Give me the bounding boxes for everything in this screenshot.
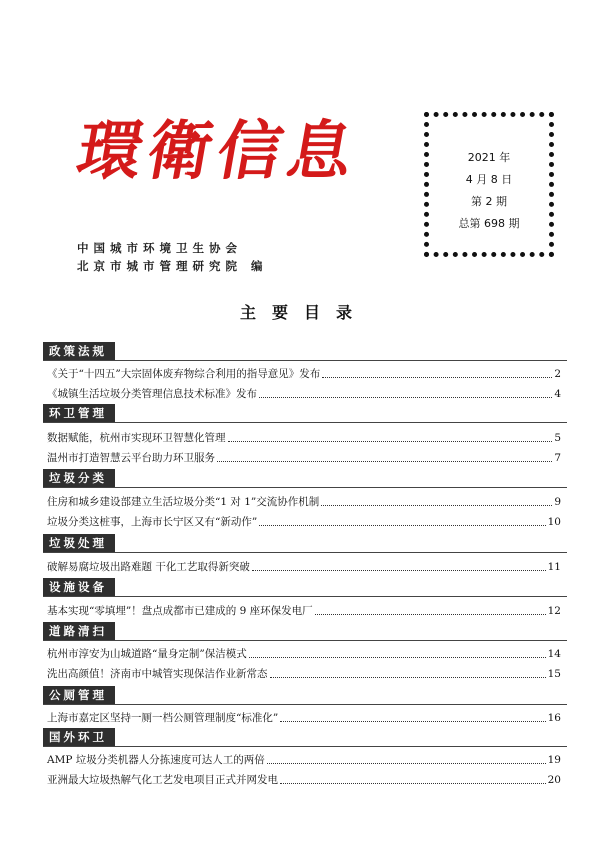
section-rule xyxy=(43,360,567,361)
publisher-line-2: 北京市城市管理研究院 编 xyxy=(77,259,268,273)
section-rule xyxy=(43,487,567,488)
toc-entry-page: 19 xyxy=(547,754,561,766)
toc-entry-title: 基本实现“零填埋”！盘点成都市已建成的 9 座环保发电厂 xyxy=(47,605,313,617)
dot-leader xyxy=(322,377,552,378)
toc-entry[interactable] xyxy=(47,494,561,510)
toc-entry[interactable] xyxy=(47,559,561,575)
toc-entry-title: 垃圾分类这桩事，上海市长宁区又有“新动作” xyxy=(47,516,258,528)
toc-entry-page: 16 xyxy=(547,712,561,724)
dot-leader xyxy=(270,677,546,678)
toc-entry[interactable] xyxy=(47,386,561,402)
toc-entry-title: 洗出高颜值！济南市中城管实现保洁作业新常态 xyxy=(47,668,268,680)
dot-leader xyxy=(217,461,552,462)
toc-entry-page: 14 xyxy=(547,648,561,660)
dot-leader xyxy=(280,783,546,784)
section-rule xyxy=(43,552,567,553)
toc-entry-title: 上海市嘉定区坚持一厕一档公厕管理制度“标准化” xyxy=(47,712,279,724)
section-header-sanitation-management: 环卫管理 xyxy=(43,404,115,423)
toc-entry[interactable] xyxy=(47,666,561,682)
dot-leader xyxy=(228,441,553,442)
section-header-road-cleaning: 道路清扫 xyxy=(43,622,115,641)
toc-entry[interactable] xyxy=(47,752,561,768)
dot-leader xyxy=(280,721,545,722)
toc-entry-page: 12 xyxy=(547,605,561,617)
toc-entry-page: 4 xyxy=(554,388,561,400)
masthead-title: 環衛信息 xyxy=(71,115,365,189)
dot-leader xyxy=(249,657,546,658)
section-rule xyxy=(43,596,567,597)
section-header-policy: 政策法规 xyxy=(43,342,115,361)
toc-entry-page: 11 xyxy=(547,561,561,573)
issue-date: 4 月 8 日 xyxy=(465,173,513,186)
toc-entry-page: 20 xyxy=(547,774,561,786)
toc-entry-page: 2 xyxy=(554,368,561,380)
dot-leader xyxy=(321,505,552,506)
dot-leader xyxy=(267,763,546,764)
issue-total-number: 总第 698 期 xyxy=(458,217,520,230)
toc-entry-title: 数据赋能，杭州市实现环卫智慧化管理 xyxy=(47,432,226,444)
toc-entry-page: 5 xyxy=(554,432,561,444)
toc-entry-title: 住房和城乡建设部建立生活垃圾分类“1 对 1”交流协作机制 xyxy=(47,496,320,508)
masthead xyxy=(71,112,398,192)
issue-number: 第 2 期 xyxy=(471,195,507,208)
section-rule xyxy=(43,422,567,423)
section-header-foreign-sanitation: 国外环卫 xyxy=(43,728,115,747)
toc-entry-page: 10 xyxy=(547,516,561,528)
toc-entry-page: 7 xyxy=(554,452,561,464)
section-header-public-toilets: 公厕管理 xyxy=(43,686,115,705)
issue-year: 2021 年 xyxy=(467,151,511,164)
toc-entry-title: 杭州市淳安为山城道路“量身定制”保洁模式 xyxy=(47,648,247,660)
toc-entry-title: 破解易腐垃圾出路难题 干化工艺取得新突破 xyxy=(47,561,250,573)
publisher-line-1: 中国城市环境卫生协会 xyxy=(77,241,242,255)
toc-entry[interactable] xyxy=(47,710,561,726)
toc-entry[interactable] xyxy=(47,646,561,662)
dot-leader xyxy=(252,570,546,571)
dot-leader xyxy=(259,525,545,526)
toc-entry-title: 《关于“十四五”大宗固体废弃物综合利用的指导意见》发布 xyxy=(47,368,321,380)
dot-leader xyxy=(259,397,552,398)
section-header-waste-treatment: 垃圾处理 xyxy=(43,534,115,553)
toc-entry[interactable] xyxy=(47,430,561,446)
toc-entry[interactable] xyxy=(47,772,561,788)
toc-entry[interactable] xyxy=(47,514,561,530)
toc-entry-page: 9 xyxy=(554,496,561,508)
section-rule xyxy=(43,746,567,747)
section-rule xyxy=(43,640,567,641)
toc-title: 主要目录 xyxy=(239,303,368,322)
issue-info-box xyxy=(424,112,554,257)
section-header-waste-sorting: 垃圾分类 xyxy=(43,469,115,488)
toc-entry[interactable] xyxy=(47,450,561,466)
toc-entry-page: 15 xyxy=(547,668,561,680)
toc-entry[interactable] xyxy=(47,603,561,619)
section-header-facilities: 设施设备 xyxy=(43,578,115,597)
toc-entry-title: 亚洲最大垃圾热解气化工艺发电项目正式并网发电 xyxy=(47,774,278,786)
toc-entry-title: AMP 垃圾分类机器人分拣速度可达人工的两倍 xyxy=(47,754,265,766)
toc-entry[interactable] xyxy=(47,366,561,382)
section-rule xyxy=(43,704,567,705)
toc-entry-title: 温州市打造智慧云平台助力环卫服务 xyxy=(47,452,215,464)
dot-leader xyxy=(315,614,546,615)
toc-entry-title: 《城镇生活垃圾分类管理信息技术标准》发布 xyxy=(47,388,257,400)
